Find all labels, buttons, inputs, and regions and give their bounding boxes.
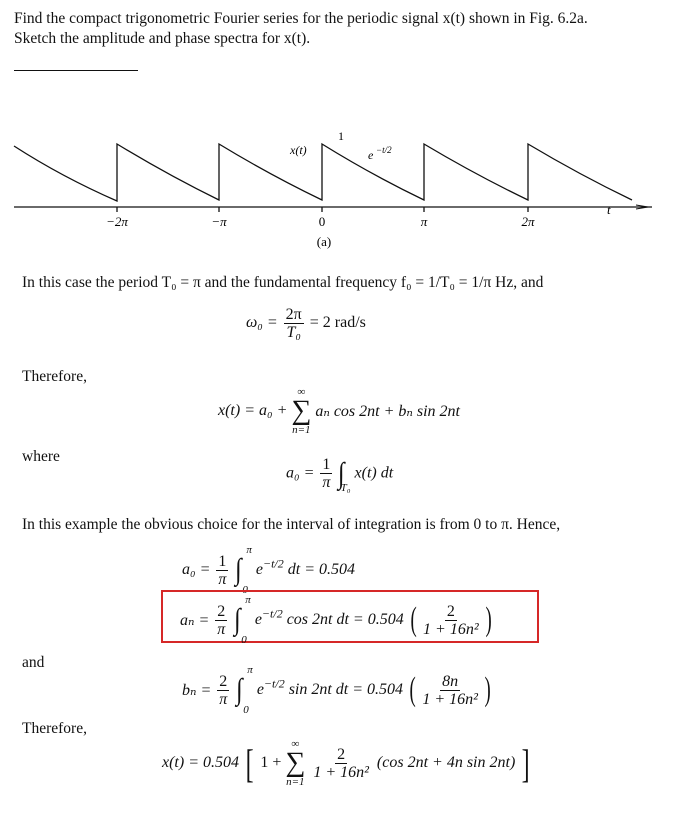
a0-lhs: a₀ =	[182, 561, 211, 578]
omega-num: 2π	[285, 306, 302, 323]
therefore-label-1: Therefore,	[22, 368, 87, 385]
signal-figure	[0, 125, 682, 255]
an-fraction	[215, 603, 227, 638]
bn-den: π	[219, 690, 228, 708]
an-integral: π ∫ 0	[234, 594, 251, 646]
series-rhs: aₙ cos 2nt + bₙ sin 2nt	[315, 403, 460, 420]
period-text: In this case the period T₀ = π and the fundamental frequency f₀ = 1/T₀ = 1/π Hz, and	[22, 274, 544, 291]
an-den: π	[217, 620, 226, 638]
final-series: x(t) = 0.504 [ 1 + ∞ ∑ n=1 $\frac{2}{\text{1 + 16n²}}$ (cos 2nt + 4n sin 2nt) ]	[162, 738, 530, 788]
a0-int-top: π	[246, 544, 252, 556]
a0def-fraction	[320, 456, 332, 491]
bn-exp-sup: −t/2	[263, 676, 285, 691]
where-label: where	[22, 448, 60, 465]
final-sum-symbol: ∞ ∑ n=1	[285, 738, 306, 788]
series-lhs: x(t) = a₀ +	[218, 402, 288, 419]
bn-int-bottom: 0	[243, 704, 249, 716]
figure-caption: (a)	[316, 234, 332, 249]
series-equation	[218, 386, 460, 436]
choice-text: In this example the obvious choice for the interval of integration is from 0 to π. Hence,	[22, 516, 561, 533]
final-fraction	[311, 746, 371, 781]
a0def-int-sub: T₀	[340, 482, 351, 495]
bn-num: 2	[219, 672, 228, 690]
a0-int-bottom: 0	[242, 584, 248, 596]
final-sum-top: ∞	[291, 738, 300, 750]
a0def-lhs: a₀ =	[286, 464, 315, 482]
a0-integral: π ∫ 0	[235, 544, 252, 596]
final-sum-bottom: n=1	[286, 776, 305, 788]
label-exp: e	[368, 148, 374, 162]
a0-result	[182, 544, 355, 596]
a0-exp-sup: −t/2	[263, 556, 284, 571]
problem-line-2: Sketch the amplitude and phase spectra for x(t).	[14, 30, 311, 47]
bn-integral: π ∫ 0	[236, 664, 253, 716]
final-lhs: x(t) = 0.504	[162, 754, 239, 771]
an-mid: cos 2nt dt = 0.504	[286, 611, 404, 628]
bn-result: bₙ = $\frac{2}{\pi}$ π ∫ 0 $e^{-t/2}$ sin 2nt dt = 0.504 ( $\frac{8n}{\text{1 + 16n²}}$ )	[182, 664, 491, 716]
bn-coef-den: 1 + 16n²	[422, 690, 478, 708]
final-rhs: (cos 2nt + 4n sin 2nt)	[376, 754, 516, 771]
label-neg2pi: −2π	[106, 214, 128, 229]
an-int-top: π	[245, 594, 251, 606]
a0def-rhs: x(t) dt	[354, 464, 394, 482]
an-int-bottom: 0	[241, 634, 247, 646]
final-den: 1 + 16n²	[313, 763, 369, 781]
an-exp-sup: −t/2	[261, 606, 283, 621]
omega-den: T₀	[286, 324, 301, 341]
an-coef-den: 1 + 16n²	[423, 620, 479, 638]
label-negpi: −π	[211, 214, 227, 229]
sum-symbol: ∞ ∑ n=1	[291, 386, 312, 436]
label-one: 1	[338, 129, 344, 143]
an-num: 2	[217, 602, 226, 620]
label-exp-sup: −t/2	[376, 145, 392, 155]
a0def-num: 1	[322, 456, 331, 473]
and-label: and	[22, 654, 45, 671]
an-lhs: aₙ =	[180, 612, 210, 629]
final-num: 2	[337, 745, 346, 763]
bn-fraction	[217, 673, 229, 708]
an-exp-base: e	[254, 611, 262, 628]
omega-lhs: ω₀ =	[246, 314, 278, 332]
bn-coef-num: 8n	[442, 672, 459, 690]
a0-num: 1	[218, 552, 227, 570]
bn-coef-fraction	[420, 673, 480, 708]
label-2pi: 2π	[521, 214, 535, 229]
problem-line-1: Find the compact trigonometric Fourier series for the periodic signal x(t) shown in Fig. 6.2a.	[14, 10, 588, 27]
sum-top: ∞	[297, 386, 306, 398]
omega-fraction	[284, 306, 304, 341]
a0-definition: a₀ = $\frac{1}{\pi}$ $\int_{T_0}$ x(t) dt	[286, 456, 394, 495]
an-coef-num: 2	[446, 602, 455, 620]
waveform	[14, 144, 632, 201]
a0def-den: π	[322, 474, 331, 491]
a0-den: π	[218, 570, 227, 588]
final-one-plus: 1 +	[260, 754, 282, 771]
bn-int-top: π	[247, 664, 253, 676]
an-result: aₙ = $\frac{2}{\pi}$ π ∫ 0 $e^{-t/2}$ cos 2nt dt = 0.504 ( $\frac{2}{\text{1 + 16n²}}$ )	[180, 594, 492, 646]
a0-fraction	[216, 553, 228, 588]
omega-equation	[246, 306, 366, 341]
omega-rhs: = 2 rad/s	[309, 314, 366, 332]
bn-mid: sin 2nt dt = 0.504	[288, 681, 404, 698]
separator-line	[14, 70, 138, 71]
a0-tail: dt = 0.504	[287, 561, 356, 578]
label-zero: 0	[318, 214, 326, 229]
a0-exp-base: e	[255, 561, 263, 578]
label-xt: x(t)	[290, 143, 307, 157]
an-coef-fraction	[421, 603, 481, 638]
therefore-label-2: Therefore,	[22, 720, 87, 737]
sum-bottom: n=1	[292, 424, 311, 436]
label-t: t	[607, 202, 611, 217]
bn-exp-base: e	[256, 681, 264, 698]
bn-lhs: bₙ =	[182, 682, 212, 699]
label-pi: π	[420, 214, 428, 229]
